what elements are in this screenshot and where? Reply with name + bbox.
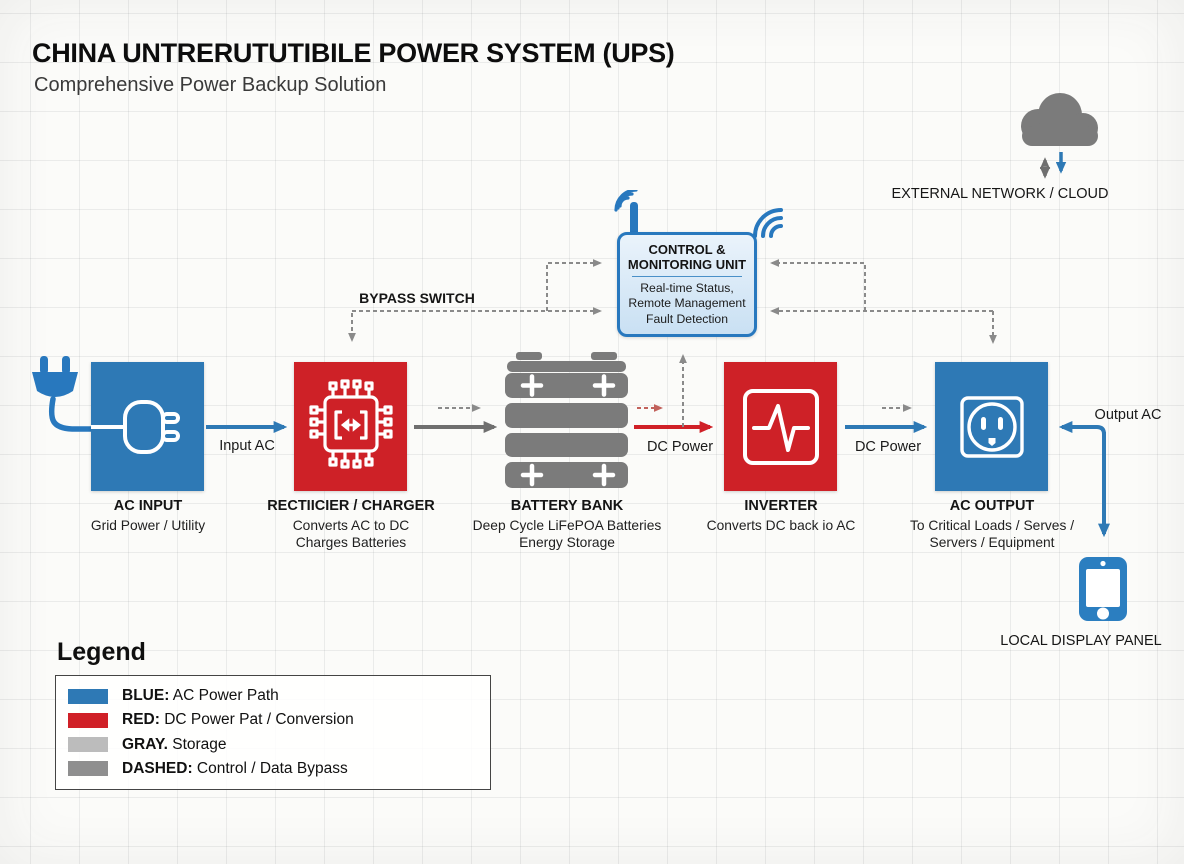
rectifier-node: [294, 362, 407, 491]
legend-heading: Legend: [57, 638, 146, 666]
inverter-title: INVERTER: [744, 498, 818, 514]
outlet-icon: [935, 362, 1048, 491]
display-panel-label: LOCAL DISPLAY PANEL: [1000, 633, 1162, 649]
battery-subtitle1: Deep Cycle LiFePOA Batteries: [472, 518, 662, 533]
battery-title: BATTERY BANK: [510, 498, 624, 514]
dc-power-label-battery: DC Power: [646, 439, 714, 455]
display-panel-icon: [1078, 556, 1128, 622]
plug-icon: [91, 362, 204, 491]
cloud-label: EXTERNAL NETWORK / CLOUD: [891, 186, 1109, 202]
dashed-branch-to-control-top-right: [772, 263, 865, 311]
arrow-output-ac-into-box: [1062, 427, 1104, 434]
control-divider: [632, 276, 742, 277]
legend-swatch-blue: [68, 689, 108, 704]
ac-output-subtitle1: To Critical Loads / Serves /: [909, 518, 1075, 533]
legend-name-gray: GRAY.: [122, 735, 168, 753]
rectifier-label: [231, 498, 471, 551]
dashed-branch-to-control-top: [547, 263, 600, 311]
cloud-icon: [1008, 84, 1104, 152]
chip-icon: [294, 362, 407, 491]
battery-subtitle2: Energy Storage: [519, 535, 615, 550]
legend-item-dashed: [68, 760, 478, 778]
legend-name-red: RED:: [122, 711, 160, 729]
ac-output-subtitle2: Servers / Equipment: [929, 535, 1055, 550]
inverter-label: [661, 498, 901, 534]
dc-power-label-output: DC Power: [854, 439, 922, 455]
bypass-switch-label: BYPASS SWITCH: [359, 290, 475, 306]
legend-desc-red: DC Power Pat / Conversion: [159, 711, 354, 729]
inverter-subtitle1: Converts DC back io AC: [706, 518, 856, 533]
input-ac-label: Input AC: [219, 438, 275, 454]
inverter-node: [724, 362, 837, 491]
page-title: CHINA UNTRERUTUTIBILE POWER SYSTEM (UPS): [32, 38, 675, 68]
legend-desc-dashed: Control / Data Bypass: [192, 759, 348, 777]
ac-output-node: [935, 362, 1048, 491]
ac-output-label: [872, 498, 1112, 551]
rectifier-subtitle2: Charges Batteries: [295, 535, 407, 550]
rectifier-subtitle1: Converts AC to DC: [292, 518, 410, 533]
legend-item-blue: [68, 687, 478, 705]
control-body-line2: Remote Management: [628, 296, 746, 311]
legend-name-dashed: DASHED:: [122, 759, 193, 777]
legend-swatch-gray: [68, 737, 108, 752]
ac-input-subtitle1: Grid Power / Utility: [90, 518, 206, 533]
control-monitoring-unit: [617, 232, 757, 337]
sine-wave-icon: [724, 362, 837, 491]
legend-swatch-dashed: [68, 761, 108, 776]
legend-item-gray: [68, 736, 478, 754]
output-ac-label: Output AC: [1094, 407, 1162, 423]
battery-label: [447, 498, 687, 551]
battery-icon: [505, 350, 628, 490]
power-plug-cable-icon: [20, 355, 100, 439]
ac-input-title: AC INPUT: [113, 498, 183, 514]
legend-swatch-red: [68, 713, 108, 728]
control-title-line2: MONITORING UNIT: [627, 257, 747, 272]
page-subtitle: Comprehensive Power Backup Solution: [34, 74, 387, 96]
legend-desc-gray: Storage: [167, 735, 227, 753]
legend-item-red: [68, 711, 478, 729]
antenna-icon: [610, 190, 654, 236]
legend-desc-blue: AC Power Path: [169, 687, 279, 705]
legend-box: [55, 675, 491, 790]
control-title-line1: CONTROL &: [648, 242, 726, 257]
legend-name-blue: BLUE:: [122, 687, 170, 705]
ac-output-title: AC OUTPUT: [949, 498, 1035, 514]
ac-input-node: [91, 362, 204, 491]
rectifier-title: RECTIICIER / CHARGER: [267, 498, 435, 514]
control-body-line3: Fault Detection: [646, 311, 728, 326]
control-body-line1: Real-time Status,: [640, 281, 734, 295]
